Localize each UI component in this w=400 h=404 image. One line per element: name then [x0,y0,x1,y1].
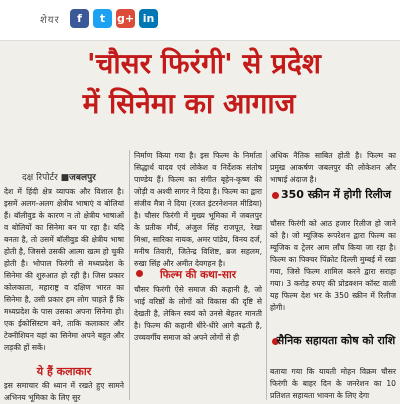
article-paragraph: इस समाचार की ध्यान में रखते हुए सामने अभिनय भूमिका के लिए सुर [4,381,124,402]
article-paragraph: बताया गया कि यायती मोहन विक्रम चौसर फिरंगी के बाहर दिन के जनरेशन का 10 प्रतिशत सहायता भावना के लिए देगा [270,367,396,400]
article-paragraph: चौसर फिरंगी को आठ हजार रिलीज हो जाने को है। जो म्यूजिक रूपरेशन द्वारा फिल्म का म्यूजिक व ट्रेलर आम लाँच किया जा रहा है। फिल्म का पिक्चर पिंक्रोट दिल्ली मुम्बई में रखा गया, जिसे फिल्म शामिल करने द्वारा सराहा गया। 3 करोड़ रुपए की प्रोडक्शन कॉस्ट वाली यह फिल्म देश भर के 350 स्क्रीन में रिलीज होगी। [270,219,396,312]
article-paragraph: अधिक नैतिक साबित होती है। फिल्म का प्रमुख आकर्षण जबलपुर की लोकेशन और भाषाई अंदाज है। [270,151,396,184]
article-column-3 [270,150,396,186]
byline: दक्ष रिपोर्टर ■जबलपुर [22,173,96,183]
headline-line-2: में सिनेमा का आगाज [82,87,296,120]
headline-line-1: 'चौसर फिरंगी' से प्रदेश [87,47,321,80]
article-paragraph: निर्माण किया गया है। इस फिल्म के निर्माता सिद्धार्थ यादव एवं लोकेश व निर्देशक संतोष पाण्डेय हैं। फिल्म का संगीत बृहेन-कृष्ण की जोड़ी व अश्वी सागर ने दिया है। फिल्म का द्वारा संजीव मैत्रा ने दिया (रजत इंटरनेशनल मीडिया) है। चौसर फिरंगी में मुख्य भूमिका में जबलपुर के प्रतीक मौर्य, अंजुल सिंह राजपूत, रेखा मिश्रा, सारिका नायक, अमर पांडेय, विनय दर्ज, मनीष तिवारी, जितेन्द्र विशिष्ट, ब्रज सहलम, रुखा सिंह और अमीत देवगहन है। [134,151,262,268]
subheading-release: 350 स्क्रीन में होगी रिलीज [280,188,392,201]
subheading-fund: सैनिक सहायता कोष को राशि [276,334,396,347]
facebook-icon[interactable]: f [70,9,89,28]
column-divider [129,150,130,400]
column-divider [266,150,267,400]
headline [0,44,400,124]
article-column-2 [134,150,262,270]
byline-city: जबलपुर [69,173,96,183]
article-column-2-cont [134,284,262,344]
linkedin-icon[interactable]: in [139,9,158,28]
article-column-3-cont [270,366,396,402]
google-plus-icon[interactable]: g+ [116,9,135,28]
article-column-1 [4,186,124,354]
byline-prefix: दक्ष रिपोर्टर [22,173,58,183]
article-paragraph: देश में हिंदी क्षेत्र व्यापक और विशाल है। इसमें अलग-अलग क्षेत्रीय भाषाएं व बोलियां हैं। बॉलीवुड के कारण न तो क्षेत्रीय भाषाओं व बोलियों का सिनेमा बन पा रहा है। यदि बनता है, तो उसमें बॉलीवुड की क्षेत्रीय भाषा होती है, जिससे उसकी आत्मा खत्म हो चुकी होती है। भोपाल फिरंगी से मध्यप्रदेश के सिनेमा की शुरुआत हो रही है। जिस प्रकार कोलकाता, महाराष्ट्र व दक्षिण भारत का सिनेमा है, उसी प्रकार हम लोग चाहते हैं कि मध्यप्रदेश के पास उसका अपना सिनेमा हो। एक ईकोसिस्टम बने, ताकि कलाकार और टेक्नीशियन यहां का सिनेमा अपने बहुत और लड़की हों सकें। [4,187,124,352]
share-label: शेयर [40,15,60,26]
subheading-cast: ये हैं कलाकार [36,365,92,378]
social-icons [70,9,158,28]
share-toolbar [0,0,400,41]
subheading-story: फिल्म की कथा-सार [159,269,237,281]
twitter-icon[interactable]: t [93,9,112,28]
article-paragraph: चौसर फिरंगी ऐसे समाज की कहानी है, जो भाई वरिष्ठों के लोगों को विकास की दृष्टि से देखती है, लेकिन स्वयं को उनसे बेहतर मानती है। फिल्म की कहानी धीरे-धीरे आगे बढ़ती है, उच्चवर्गीय समाज को अपने लोगों से ही [134,285,262,342]
article-column-3-mid [270,218,396,314]
article-column-1-cont [4,380,124,404]
